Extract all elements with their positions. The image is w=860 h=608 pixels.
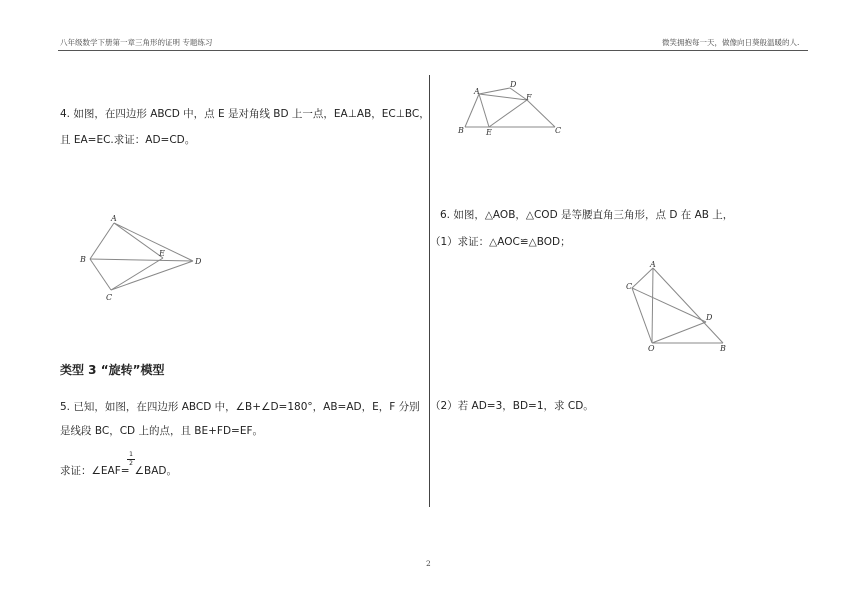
figure6-label-C: C bbox=[626, 282, 633, 291]
problem5-prove-suffix: ∠BAD。 bbox=[134, 465, 177, 477]
problem6-line1: 6. 如图，△AOB，△COD 是等腰直角三角形，点 D 在 AB 上， bbox=[440, 209, 734, 221]
figure5-label-D: D bbox=[510, 80, 517, 89]
problem6-part2: （2）若 AD=3，BD=1，求 CD。 bbox=[430, 400, 594, 412]
figure5-label-E: E bbox=[486, 128, 492, 137]
figure6-label-D: D bbox=[706, 313, 713, 322]
figure6-label-A: A bbox=[650, 260, 656, 269]
problem5-prove-prefix: 求证：∠EAF= bbox=[60, 465, 130, 477]
fraction-numerator: 1 bbox=[129, 451, 133, 458]
figure5-label-B: B bbox=[458, 126, 464, 135]
problem6-part1: （1）求证：△AOC≌△BOD； bbox=[430, 236, 571, 248]
problem4-figure bbox=[75, 210, 215, 310]
problem5-line2: 是线段 BC，CD 上的点，且 BE+FD=EF。 bbox=[60, 425, 264, 437]
figure4-label-E: E bbox=[159, 249, 165, 258]
problem5-prove bbox=[60, 460, 177, 479]
figure6-label-O: O bbox=[648, 344, 655, 353]
section3-title: 类型 3 “旋转”模型 bbox=[60, 363, 165, 377]
problem5-fraction bbox=[127, 452, 135, 467]
header-rule bbox=[58, 50, 808, 51]
header-left: 八年级数学下册第一章三角形的证明 专题练习 bbox=[60, 38, 213, 47]
problem5-figure bbox=[455, 80, 565, 138]
problem4-line1: 4. 如图，在四边形 ABCD 中，点 E 是对角线 BD 上一点，EA⊥AB，EC⊥BC， bbox=[60, 108, 430, 120]
figure5-label-C: C bbox=[555, 126, 562, 135]
problem5-line1: 5. 已知，如图，在四边形 ABCD 中，∠B+∠D=180°，AB=AD，E，F 分别 bbox=[60, 401, 420, 413]
fraction-denominator: 2 bbox=[129, 460, 133, 467]
header-right: 微笑拥抱每一天，做像向日葵般温暖的人. bbox=[662, 38, 800, 47]
figure4-label-A: A bbox=[111, 214, 117, 223]
problem4-line2: 且 EA=EC.求证：AD=CD。 bbox=[60, 134, 196, 146]
figure5-label-A: A bbox=[474, 87, 480, 96]
figure5-label-F: F bbox=[526, 93, 532, 102]
problem6-figure bbox=[620, 258, 735, 353]
page-number: 2 bbox=[426, 559, 431, 568]
column-divider bbox=[429, 75, 430, 507]
figure6-label-B: B bbox=[720, 344, 726, 353]
figure4-label-B: B bbox=[80, 255, 86, 264]
figure4-label-D: D bbox=[195, 257, 202, 266]
figure4-label-C: C bbox=[106, 293, 113, 302]
